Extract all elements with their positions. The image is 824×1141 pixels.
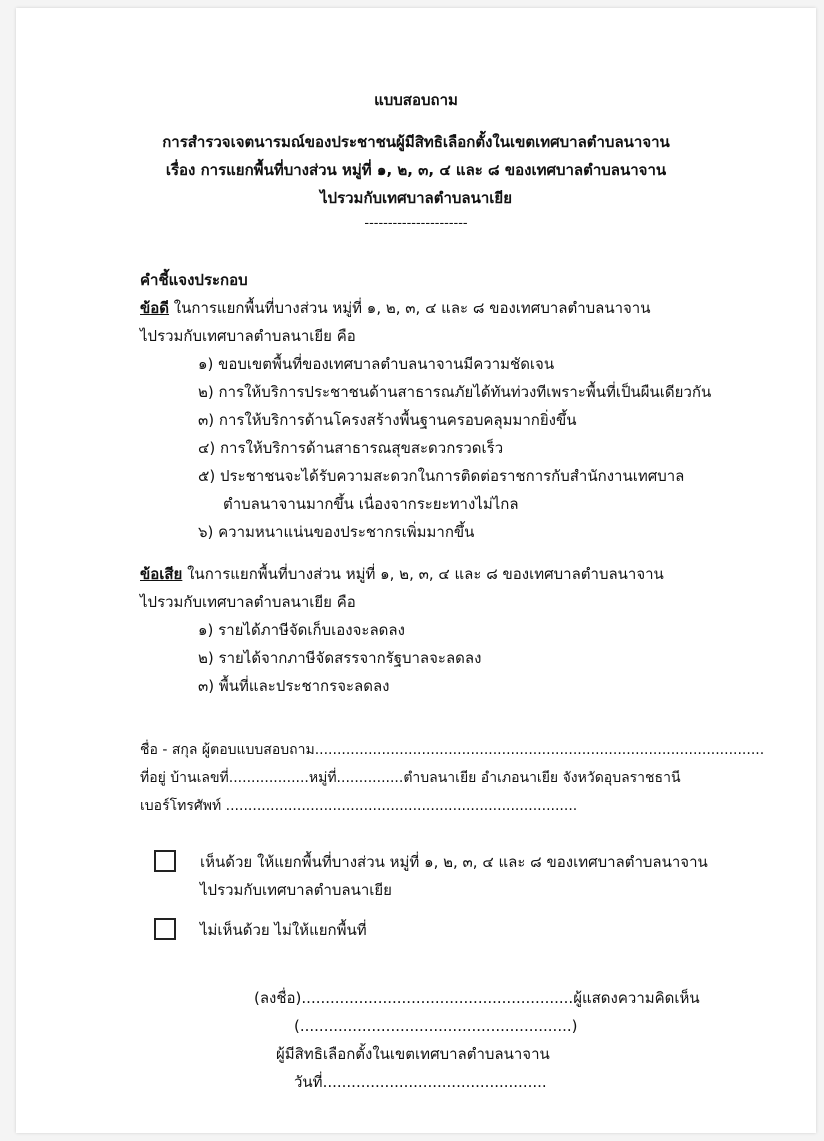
cons-label: ข้อเสีย: [140, 565, 183, 583]
pros-item: ๔) การให้บริการด้านสาธารณสุขสะดวกรวดเร็ว: [198, 439, 504, 457]
cons-intro-text: ในการแยกพื้นที่บางส่วน หมู่ที่ ๑, ๒, ๓, ๔ และ ๘ ของเทศบาลตำบลนาจาน: [182, 565, 664, 583]
pros-item: ๕) ประชาชนจะได้รับความสะดวกในการติดต่อราชการกับสำนักงานเทศบาล: [198, 467, 685, 485]
cons-intro: [140, 564, 664, 584]
respondent-address-field[interactable]: ที่อยู่ บ้านเลขที่..................หมู่ที่...............ตำบลนาเยีย อำเภอนาเยีย จังหวัดอุบลราชธานี: [140, 770, 681, 786]
agree-label-continued: ไปรวมกับเทศบาลตำบลนาเยีย: [200, 881, 392, 899]
pros-intro-continued: ไปรวมกับเทศบาลตำบลนาเยีย คือ: [140, 327, 356, 345]
respondent-name-field[interactable]: ชื่อ - สกุล ผู้ตอบแบบสอบถาม.....................................................................................................: [140, 742, 765, 758]
header-divider: ----------------------: [364, 216, 468, 231]
pros-item: ๓) การให้บริการด้านโครงสร้างพื้นฐานครอบคลุมมากยิ่งขึ้น: [198, 411, 577, 429]
pros-item: ๖) ความหนาแน่นของประชากรเพิ่มมากขึ้น: [198, 523, 475, 541]
pros-intro-text: ในการแยกพื้นที่บางส่วน หมู่ที่ ๑, ๒, ๓, ๔ และ ๘ ของเทศบาลตำบลนาจาน: [169, 299, 651, 317]
pros-item: ๒) การให้บริการประชาชนด้านสาธารณภัยได้ทันท่วงทีเพราะพื้นที่เป็นผืนเดียวกัน: [198, 383, 712, 401]
cons-item: ๒) รายได้จากภาษีจัดสรรจากรัฐบาลจะลดลง: [198, 649, 482, 667]
disagree-label: ไม่เห็นด้วย ไม่ให้แยกพื้นที่: [200, 921, 367, 939]
agree-label: เห็นด้วย ให้แยกพื้นที่บางส่วน หมู่ที่ ๑, ๒, ๓, ๔ และ ๘ ของเทศบาลตำบลนาจาน: [200, 853, 708, 871]
signature-role: ผู้มีสิทธิเลือกตั้งในเขตเทศบาลตำบลนาจาน: [276, 1045, 550, 1063]
cons-item: ๑) รายได้ภาษีจัดเก็บเองจะลดลง: [198, 621, 405, 639]
signature-line[interactable]: (ลงชื่อ).........................................................ผู้แสดงความคิดเห็น: [254, 989, 700, 1007]
pros-item: ๑) ขอบเขตพื้นที่ของเทศบาลตำบลนาจานมีความชัดเจน: [198, 355, 555, 373]
respondent-phone-field[interactable]: เบอร์โทรศัพท์ ...............................................................................: [140, 798, 578, 814]
pros-item-continued: ตำบลนาจานมากขึ้น เนื่องจากระยะทางไม่ไกล: [223, 495, 519, 513]
questionnaire-page: [16, 8, 816, 1133]
pros-label: ข้อดี: [140, 299, 170, 317]
signature-date[interactable]: วันที่...............................................: [294, 1073, 547, 1091]
explanation-heading: คำชี้แจงประกอบ: [140, 271, 248, 289]
document-title: แบบสอบถาม: [374, 91, 458, 109]
document-subtitle-line-3: ไปรวมกับเทศบาลตำบลนาเยีย: [320, 189, 512, 207]
cons-item: ๓) พื้นที่และประชากรจะลดลง: [198, 677, 390, 695]
disagree-checkbox[interactable]: [154, 918, 176, 940]
agree-checkbox[interactable]: [154, 850, 176, 872]
signature-printed-name[interactable]: (.........................................................): [294, 1017, 578, 1035]
document-subtitle-line-2: เรื่อง การแยกพื้นที่บางส่วน หมู่ที่ ๑, ๒, ๓, ๔ และ ๘ ของเทศบาลตำบลนาจาน: [165, 161, 667, 179]
cons-intro-continued: ไปรวมกับเทศบาลตำบลนาเยีย คือ: [140, 593, 356, 611]
pros-intro: [140, 298, 651, 318]
document-subtitle-line-1: การสำรวจเจตนารมณ์ของประชาชนผู้มีสิทธิเลือกตั้งในเขตเทศบาลตำบลนาจาน: [162, 133, 670, 151]
